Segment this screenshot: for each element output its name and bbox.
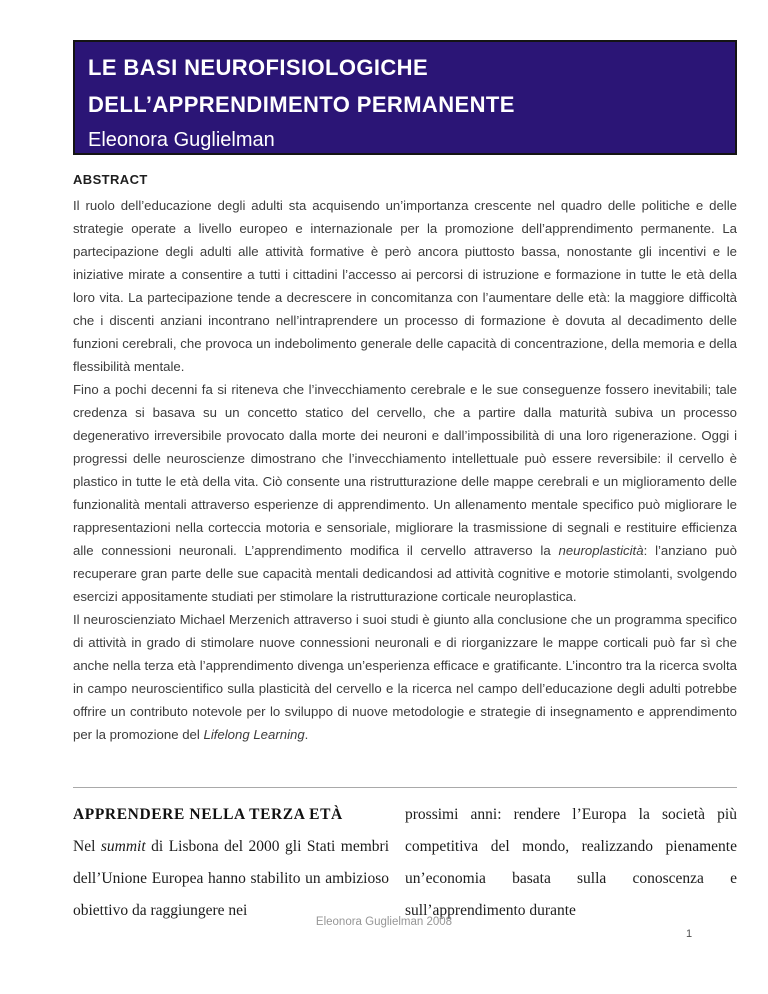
abstract-paragraph-3: Il neuroscienziato Michael Merzenich attraverso i suoi studi è giunto alla conclusione che un programma specifico di attività in grado di stimolare nuove connessioni neuronali e di riorganizzare le mappe corticali può far sì che anche nella terza età l’apprendimento divenga un’esperienza efficace e gratificante. L’incontro tra la ricerca svolta in campo neuroscientifico sulla plasticità del cervello e la ricerca nel campo dell’educazione degli adulti potrebbe offrire un contributo notevole per lo sviluppo di nuove metodologie e strategie di insegnamento e apprendimento per la promozione del Lifelong Learning.: [73, 612, 737, 742]
article-title-line-2: DELL’APPRENDIMENTO PERMANENTE: [88, 92, 515, 117]
page-number: 1: [686, 928, 693, 940]
article-title-line-1: LE BASI NEUROFISIOLOGICHE: [88, 55, 429, 80]
section-heading: APPRENDERE NELLA TERZA ETÀ: [73, 806, 343, 823]
article-header: [73, 40, 737, 155]
abstract-paragraph-2: Fino a pochi decenni fa si riteneva che l’invecchiamento cerebrale e le sue conseguenze fossero inevitabili; tale credenza si basava su un concetto statico del cervello, che a partire dalla maturità subiva un processo degenerativo irreversibile provocato dalla morte dei neuroni e dall’impossibilità di una loro rigenerazione. Oggi i progressi delle neuroscienze dimostrano che l’invecchiamento intellettuale può essere reversibile: il cervello è plastico in tutte le età della vita. Ciò consente una ristrutturazione delle mappe cerebrali e un miglioramento delle funzionalità mentali attraverso esperienze di apprendimento. Un allenamento mentale specifico può migliorare le rappresentazioni nella corteccia motoria e sensoriale, migliorare la trasmissione di segnali e restituire efficienza alle connessioni neuronali. L’apprendimento modifica il cervello attraverso la neuroplasticità: l’anziano può recuperare gran parte delle sue capacità mentali dedicandosi ad attività cognitive e motorie stimolanti, svolgendo esercizi appositamente studiati per stimolare la ristrutturazione corticale neuroplastica.: [73, 382, 737, 604]
article-author: Eleonora Guglielman: [88, 129, 275, 151]
column-left: [73, 799, 389, 927]
column-right-text: prossimi anni: rendere l’Europa la società più competitiva del mondo, realizzando pienamente un’economia basata sulla conoscenza e sull’apprendimento durante: [405, 806, 737, 919]
section-divider: [73, 787, 737, 788]
column-right: [405, 799, 737, 927]
abstract-paragraph-1: Il ruolo dell’educazione degli adulti sta acquisendo un’importanza crescente nel quadro delle politiche e delle strategie operate a livello europeo e internazionale per la promozione dell’apprendimento permanente. La partecipazione degli adulti alle attività formative è però ancora piuttosto bassa, nonostante gli incentivi e le iniziative mirate a consentire a tutti i cittadini l’accesso ai percorsi di istruzione e formazione in tutte le età della loro vita. La partecipazione tende a decrescere in concomitanza con l’aumentare delle età: la maggiore difficoltà che i discenti anziani incontrano nell’intraprendere un processo di formazione è dovuta al decadimento delle funzioni cerebrali, che provoca un indebolimento generale delle capacità di concentrazione, della memoria e della flessibilità mentale.: [73, 198, 737, 374]
abstract-heading: ABSTRACT: [73, 172, 148, 187]
column-left-text: Nel summit di Lisbona del 2000 gli Stati membri dell’Unione Europea hanno stabilito un ambizioso obiettivo da raggiungere nei: [73, 838, 389, 919]
body-section: [73, 799, 737, 927]
abstract-section: [73, 172, 737, 746]
footer-credit: Eleonora Guglielman 2008: [315, 916, 453, 928]
